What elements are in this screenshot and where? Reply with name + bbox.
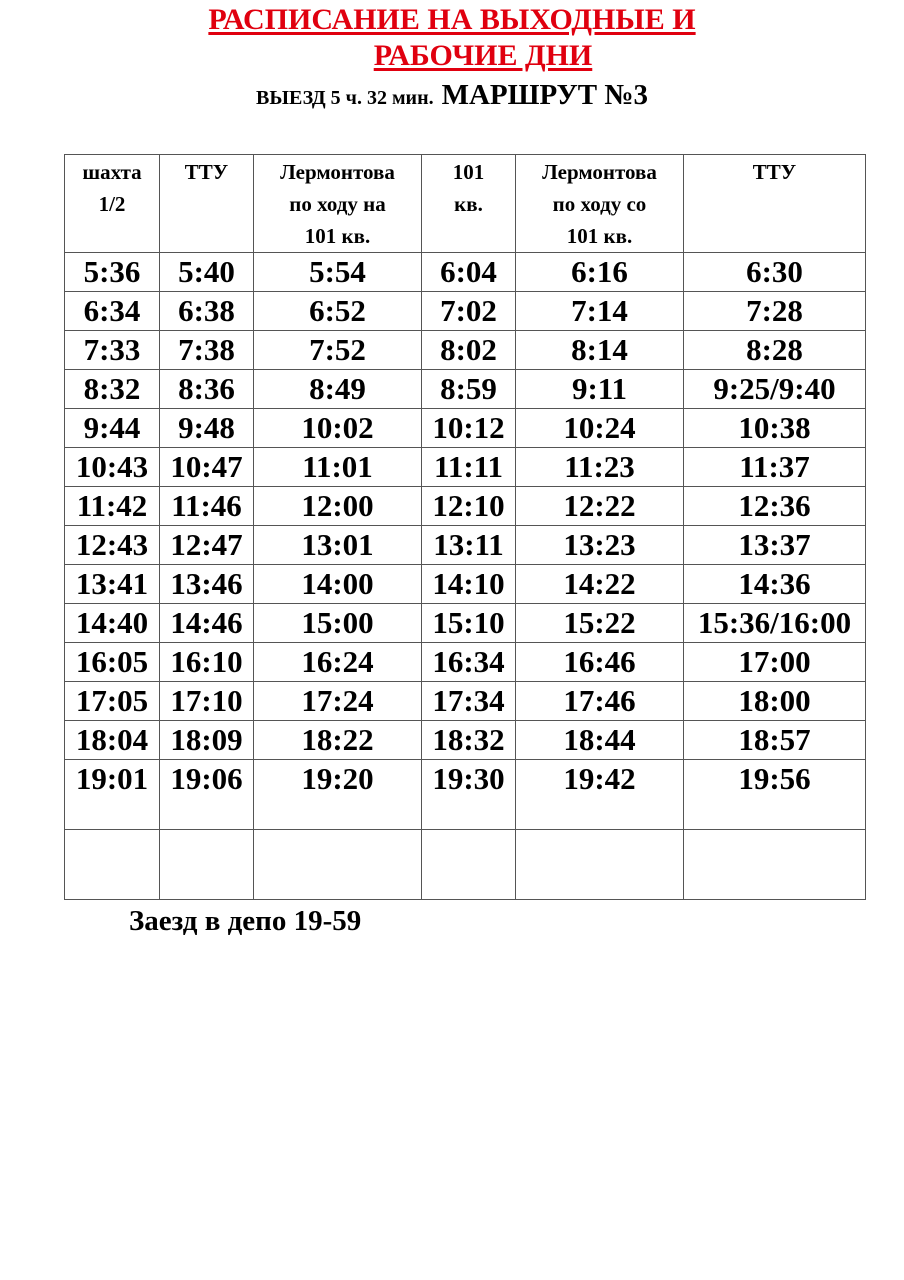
empty-table-cell: [422, 830, 516, 900]
table-row: [65, 682, 866, 721]
table-row: [65, 409, 866, 448]
table-row: [65, 604, 866, 643]
table-cell: 16:24: [254, 643, 422, 682]
table-cell: 10:47: [160, 448, 254, 487]
table-cell: 18:32: [422, 721, 516, 760]
header-cell-shakhta: шахта 1/2: [65, 155, 160, 253]
table-cell: 14:46: [160, 604, 254, 643]
table-cell: 8:49: [254, 370, 422, 409]
table-row: [65, 331, 866, 370]
table-cell: 5:54: [254, 253, 422, 292]
empty-table-cell: [684, 830, 866, 900]
table-row: [65, 292, 866, 331]
table-cell: 9:44: [65, 409, 160, 448]
table-cell: 7:52: [254, 331, 422, 370]
table-cell: 5:40: [160, 253, 254, 292]
route-number: МАРШРУТ №3: [441, 79, 648, 111]
schedule-title: [0, 2, 904, 74]
table-cell: 12:22: [516, 487, 684, 526]
table-row: [65, 643, 866, 682]
table-row: [65, 487, 866, 526]
table-cell: 9:11: [516, 370, 684, 409]
table-row: [65, 565, 866, 604]
table-cell: 16:10: [160, 643, 254, 682]
table-cell: 18:22: [254, 721, 422, 760]
table-cell: 11:01: [254, 448, 422, 487]
table-cell: 12:43: [65, 526, 160, 565]
table-cell: 18:44: [516, 721, 684, 760]
table-cell: 17:00: [684, 643, 866, 682]
table-cell: 7:14: [516, 292, 684, 331]
table-cell: 16:05: [65, 643, 160, 682]
table-cell: 13:01: [254, 526, 422, 565]
table-row: [65, 253, 866, 292]
table-cell: 14:10: [422, 565, 516, 604]
table-cell: 7:28: [684, 292, 866, 331]
schedule-title-line2: РАБОЧИЕ ДНИ: [373, 39, 593, 72]
table-cell: 14:00: [254, 565, 422, 604]
schedule-title-line1: РАСПИСАНИЕ НА ВЫХОДНЫЕ И: [208, 3, 696, 36]
table-cell: 12:10: [422, 487, 516, 526]
table-cell: 8:36: [160, 370, 254, 409]
empty-table-cell: [160, 830, 254, 900]
header-cell-ttu-1: ТТУ: [160, 155, 254, 253]
table-cell: 16:46: [516, 643, 684, 682]
table-cell: 18:09: [160, 721, 254, 760]
table-cell: 6:52: [254, 292, 422, 331]
table-cell: 12:00: [254, 487, 422, 526]
table-cell: 18:57: [684, 721, 866, 760]
table-cell: 8:32: [65, 370, 160, 409]
header-cell-lermontova-to: Лермонтова по ходу на 101 кв.: [254, 155, 422, 253]
header-cell-101-kv: 101 кв.: [422, 155, 516, 253]
header-cell-lermontova-from: Лермонтова по ходу со 101 кв.: [516, 155, 684, 253]
table-cell: 15:22: [516, 604, 684, 643]
schedule-table: [64, 154, 866, 900]
table-cell: 15:10: [422, 604, 516, 643]
table-cell: 7:33: [65, 331, 160, 370]
empty-table-cell: [516, 830, 684, 900]
table-cell: 14:36: [684, 565, 866, 604]
table-cell: 19:20: [254, 760, 422, 830]
table-cell: 5:36: [65, 253, 160, 292]
table-cell: 6:38: [160, 292, 254, 331]
table-cell: 19:06: [160, 760, 254, 830]
table-cell: 8:14: [516, 331, 684, 370]
table-cell: 8:59: [422, 370, 516, 409]
table-cell: 10:02: [254, 409, 422, 448]
table-cell: 19:01: [65, 760, 160, 830]
table-cell: 15:36/16:00: [684, 604, 866, 643]
header-cell-ttu-2: ТТУ: [684, 155, 866, 253]
route-subtitle: [0, 79, 904, 112]
table-cell: 13:46: [160, 565, 254, 604]
table-cell: 7:38: [160, 331, 254, 370]
header-row: [65, 155, 866, 253]
depot-return-note: Заезд в депо 19-59: [129, 905, 362, 937]
table-cell: 13:23: [516, 526, 684, 565]
table-cell: 11:46: [160, 487, 254, 526]
table-cell: 8:02: [422, 331, 516, 370]
departure-time: ВЫЕЗД 5 ч. 32 мин.: [256, 87, 434, 109]
table-cell: 9:25/9:40: [684, 370, 866, 409]
empty-table-cell: [65, 830, 160, 900]
table-row: [65, 370, 866, 409]
table-cell: 8:28: [684, 331, 866, 370]
table-cell: 13:37: [684, 526, 866, 565]
table-cell: 17:05: [65, 682, 160, 721]
empty-table-row: [65, 830, 866, 900]
table-cell: 17:10: [160, 682, 254, 721]
table-cell: 17:34: [422, 682, 516, 721]
table-row: [65, 526, 866, 565]
table-cell: 16:34: [422, 643, 516, 682]
empty-table-cell: [254, 830, 422, 900]
schedule-body: [65, 253, 866, 900]
table-cell: 19:56: [684, 760, 866, 830]
table-cell: 18:04: [65, 721, 160, 760]
table-cell: 14:22: [516, 565, 684, 604]
table-cell: 10:43: [65, 448, 160, 487]
table-cell: 19:42: [516, 760, 684, 830]
table-cell: 17:46: [516, 682, 684, 721]
table-cell: 11:11: [422, 448, 516, 487]
table-cell: 13:11: [422, 526, 516, 565]
table-cell: 6:30: [684, 253, 866, 292]
table-cell: 12:47: [160, 526, 254, 565]
table-cell: 14:40: [65, 604, 160, 643]
table-cell: 11:37: [684, 448, 866, 487]
table-cell: 11:23: [516, 448, 684, 487]
table-cell: 6:16: [516, 253, 684, 292]
table-cell: 18:00: [684, 682, 866, 721]
table-cell: 19:30: [422, 760, 516, 830]
table-cell: 7:02: [422, 292, 516, 331]
table-cell: 6:34: [65, 292, 160, 331]
table-row: [65, 760, 866, 830]
table-cell: 9:48: [160, 409, 254, 448]
table-cell: 10:38: [684, 409, 866, 448]
table-cell: 10:12: [422, 409, 516, 448]
table-cell: 11:42: [65, 487, 160, 526]
table-cell: 15:00: [254, 604, 422, 643]
table-cell: 17:24: [254, 682, 422, 721]
table-cell: 6:04: [422, 253, 516, 292]
table-cell: 13:41: [65, 565, 160, 604]
table-row: [65, 448, 866, 487]
table-cell: 12:36: [684, 487, 866, 526]
table-cell: 10:24: [516, 409, 684, 448]
table-row: [65, 721, 866, 760]
